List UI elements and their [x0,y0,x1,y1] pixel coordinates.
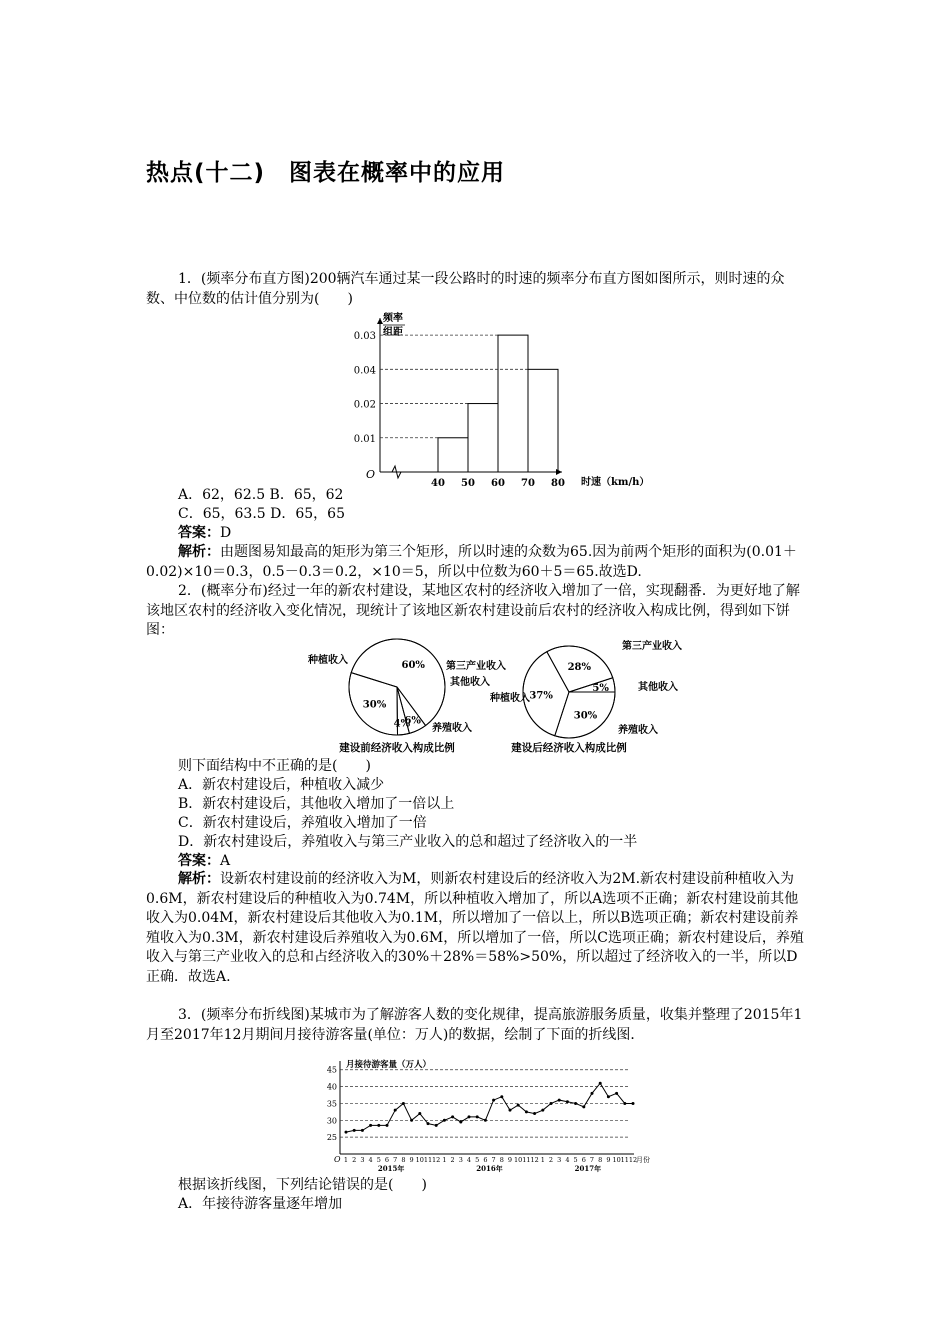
data-point [582,1105,585,1108]
data-point [623,1102,626,1105]
x-tick-label: 12 [628,1156,638,1164]
x-axis-label: 月份 [636,1156,650,1164]
x-tick-label: 1 [442,1156,447,1164]
q3-option-a: A．年接待游客量逐年增加 [178,1196,343,1212]
x-tick-label: 1 [540,1156,545,1164]
x-tick-label: 2 [548,1156,554,1164]
x-tick-label: 9 [507,1156,513,1164]
slice-name-label: 第三产业收入 [622,641,682,652]
data-point [459,1120,462,1123]
data-point [418,1112,421,1115]
x-tick-label: 80 [551,478,565,489]
data-point [476,1115,479,1118]
q1-answer [178,524,231,543]
analysis-label: 解析： [178,544,220,560]
x-tick-label: 9 [606,1156,611,1164]
x-tick-label: 2 [450,1156,455,1164]
data-point [402,1102,405,1105]
x-tick-label: 6 [483,1156,488,1164]
year-label: 2015年 [377,1164,405,1173]
pie-chart [489,639,682,754]
histogram-bar [498,335,528,472]
data-point [410,1119,413,1122]
data-point [509,1109,512,1112]
data-point [468,1115,471,1118]
year-label: 2017年 [574,1164,602,1173]
data-point [369,1124,372,1127]
slice-name-label: 第三产业收入 [446,661,506,672]
slice-percent-label: 30% [573,710,598,722]
pie-title: 建设后经济收入构成比例 [511,742,627,754]
q2-option-d: D．新农村建设后，养殖收入与第三产业收入的总和超过了经济收入的一半 [178,834,638,850]
data-point [492,1099,495,1102]
x-tick-label: 50 [461,478,475,489]
data-point [353,1129,356,1132]
y-label-bottom: 组距 [383,327,403,338]
x-tick-label: 2 [352,1156,357,1164]
slice-percent-label: 6% [404,715,421,727]
x-tick-label: 6 [384,1156,390,1164]
y-tick-label: 0.02 [353,399,376,411]
x-tick-label: 40 [431,478,445,489]
x-tick-label: 7 [589,1156,595,1164]
q1-analysis [146,543,808,582]
y-tick-label: 0.04 [353,365,376,377]
y-tick-label: 35 [326,1099,337,1109]
series-line [346,1083,633,1132]
q1-stem: 1．(频率分布直方图)200辆汽车通过某一段公路时的时速的频率分布直方图如图所示，则时速的众数、中位数的估计值分别为( ) [146,271,785,307]
data-point [377,1124,380,1127]
data-point [558,1099,561,1102]
slice-name-label: 其他收入 [450,677,490,688]
x-tick-label: 12 [530,1156,539,1164]
q3-question: 根据该折线图，下列结论错误的是( ) [178,1177,427,1193]
x-tick-label: 11 [620,1156,629,1164]
year-label: 2016年 [476,1164,503,1173]
x-tick-label: 60 [491,478,505,489]
x-tick-label: 10 [514,1156,523,1164]
x-tick-label: 8 [401,1156,406,1164]
x-tick-label: 5 [573,1156,578,1164]
answer-value: D [220,525,232,541]
x-tick-label: 3 [557,1156,562,1164]
data-point [361,1129,364,1132]
slice-percent-label: 60% [401,660,425,672]
data-point [550,1102,553,1105]
x-tick-label: 6 [581,1156,586,1164]
x-tick-label: 11 [522,1156,531,1164]
slice-name-label: 种植收入 [490,693,530,704]
histogram-chart [330,308,660,490]
page-title: 热点(十二) 图表在概率中的应用 [146,160,506,186]
y-tick-label: 45 [326,1065,337,1075]
q2-option-c: C．新农村建设后，养殖收入增加了一倍 [178,815,427,831]
pie-chart [307,639,506,754]
data-point [435,1124,438,1127]
chart-title: 月接待游客量（万人） [346,1060,432,1070]
slice-percent-label: 4% [393,718,411,730]
y-tick-label: 30 [326,1116,337,1126]
line-chart [320,1057,660,1174]
slice-percent-label: 37% [529,690,553,702]
y-tick-label: 40 [326,1082,337,1092]
x-tick-label: 9 [409,1156,414,1164]
y-tick-label: 0.01 [353,433,376,445]
answer-label: 答案： [178,525,220,541]
y-tick-label: 0.03 [353,331,376,343]
pie-title: 建设前经济收入构成比例 [339,742,455,754]
x-tick-label: 8 [598,1156,603,1164]
analysis-text: 设新农村建设前的经济收入为M，则新农村建设后的经济收入为2M.新农村建设前种植收入为0.6M，新农村建设后的种植收入为0.74M，所以种植收入增加了，所以A选项不正确；新农村建设前其他收入为0.04M，新农村建设后其他收入为0.1M，所以增加了一倍以上，所以B选项正确；新农村建设前养殖收入为0.3M，新农村建设后养殖收入为0.6M，所以增加了一倍，所以C选项正确；新农村建设后，养殖收入与第三产业收入的总和占经济收入的30%＋28%＝58%>50%，所以超过了经济收入的一半，所以D正确．故选A. [146,871,804,985]
x-tick-label: 10 [612,1156,621,1164]
x-axis-label: 时速（km/h） [581,477,650,488]
x-tick-label: 7 [491,1156,496,1164]
data-point [615,1092,618,1095]
q2-stem: 2．(概率分布)经过一年的新农村建设，某地区农村的经济收入增加了一倍，实现翻番．为更好地了解该地区农村的经济收入变化情况，现统计了该地区新农村建设前后农村的经济收入构成比例，得到如下饼图： [146,583,800,638]
histogram-bar [468,404,498,472]
q1-option-cd: C．65，63.5 D．65，65 [178,506,346,522]
data-point [525,1110,528,1113]
q2-answer [178,852,230,871]
y-label-top: 频率 [383,313,403,324]
x-tick-label: 70 [521,478,535,489]
data-point [427,1122,430,1125]
x-tick-label: 7 [393,1156,398,1164]
slice-name-label: 养殖收入 [432,723,472,734]
x-tick-label: 12 [432,1156,441,1164]
answer-label: 答案： [178,853,220,869]
x-tick-label: 5 [475,1156,480,1164]
x-tick-label: 8 [499,1156,504,1164]
origin-label: O [366,468,376,481]
data-point [394,1109,397,1112]
x-tick-label: 3 [360,1156,365,1164]
origin-label: O [334,1155,341,1164]
y-tick-label: 25 [326,1133,337,1143]
data-point [484,1119,487,1122]
q1-option-ab: A．62，62.5 B．65，62 [178,487,344,503]
analysis-label: 解析： [178,871,220,887]
x-tick-label: 10 [415,1156,424,1164]
slice-name-label: 养殖收入 [618,725,658,736]
data-point [345,1131,348,1134]
data-point [607,1095,610,1098]
data-point [541,1109,544,1112]
x-tick-label: 1 [343,1156,349,1164]
data-point [386,1124,389,1127]
data-point [517,1104,520,1107]
x-tick-label: 4 [368,1156,373,1164]
slice-percent-label: 5% [592,682,609,694]
data-point [599,1082,602,1085]
q3-stem: 3．(频率分布折线图)某城市为了解游客人数的变化规律，提高旅游服务质量，收集并整理了2015年1月至2017年12月期间月接待游客量(单位：万人)的数据，绘制了下面的折线图． [146,1007,803,1043]
x-tick-label: 4 [565,1156,570,1164]
slice-name-label: 种植收入 [308,655,348,666]
q2-option-a: A．新农村建设后，种植收入减少 [178,777,385,793]
data-point [451,1115,454,1118]
data-point [500,1095,503,1098]
analysis-text: 由题图易知最高的矩形为第三个矩形，所以时速的众数为65.因为前两个矩形的面积为(0.01＋0.02)×10＝0.3，0.5－0.3＝0.2，×10＝5，所以中位数为60＋5＝65.故选D. [146,544,797,580]
x-tick-label: 3 [458,1156,463,1164]
slice-percent-label: 28% [567,661,592,673]
x-tick-label: 4 [466,1156,472,1164]
q2-analysis [146,870,808,987]
data-point [533,1112,536,1115]
data-point [566,1100,569,1103]
data-point [574,1102,577,1105]
slice-percent-label: 30% [362,699,387,711]
x-tick-label: 11 [423,1156,433,1164]
histogram-bar [438,438,468,472]
q2-option-b: B．新农村建设后，其他收入增加了一倍以上 [178,796,455,812]
slice-name-label: 其他收入 [638,682,678,693]
data-point [443,1119,446,1122]
q2-question: 则下面结构中不正确的是( ) [178,758,371,774]
answer-value: A [220,853,231,869]
data-point [632,1102,635,1105]
data-point [591,1092,594,1095]
histogram-bar [528,369,558,472]
x-tick-label: 5 [376,1156,381,1164]
pie-charts [300,635,700,757]
